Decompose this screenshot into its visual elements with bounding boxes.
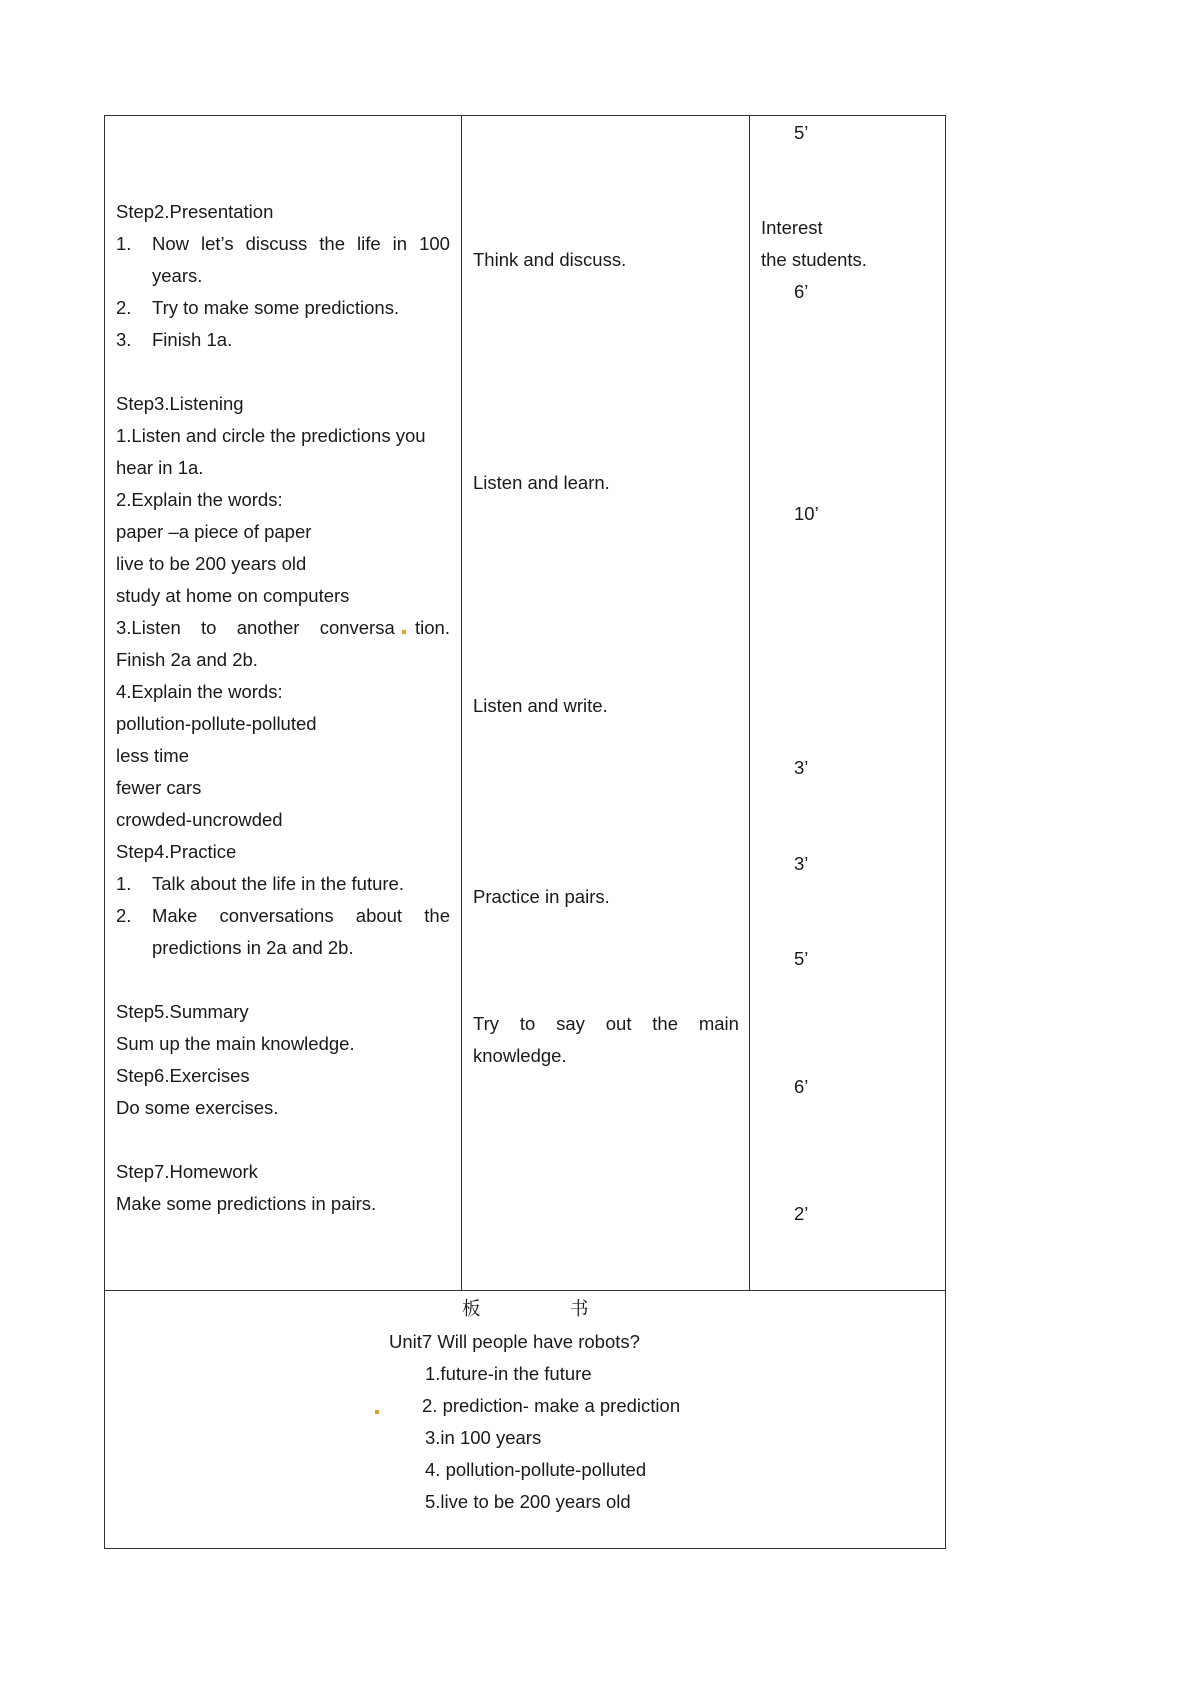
step4-title: Step4.Practice bbox=[116, 841, 237, 862]
activity-think: Think and discuss. bbox=[473, 249, 627, 270]
activity-summary-cont: knowledge. bbox=[473, 1045, 567, 1066]
step4-item-2-word: Make bbox=[152, 905, 198, 926]
step3-word: conversa bbox=[319, 617, 395, 638]
step4-item-2-cont: predictions in 2a and 2b. bbox=[152, 937, 354, 958]
step3-word: to bbox=[201, 617, 217, 638]
step3-line: 4.Explain the words: bbox=[116, 681, 283, 702]
board-title: Unit7 Will people have robots? bbox=[389, 1331, 640, 1352]
step3-word: 3.Listen bbox=[116, 617, 181, 638]
activity-summary bbox=[473, 1015, 739, 1034]
time-label: 3’ bbox=[794, 853, 809, 874]
activity-summary-word: out bbox=[605, 1013, 632, 1034]
step2-item-2-number: 2. bbox=[116, 297, 132, 318]
activity-summary-word: to bbox=[519, 1013, 536, 1034]
step2-item-1-word: discuss bbox=[245, 233, 308, 254]
step3-line: crowded-uncrowded bbox=[116, 809, 283, 830]
step4-item-2 bbox=[116, 907, 450, 926]
step2-item-1-word: 100 bbox=[419, 233, 450, 254]
step4-item-2-word: about bbox=[355, 905, 403, 926]
step3-line: live to be 200 years old bbox=[116, 553, 307, 574]
scan-speck bbox=[375, 1410, 379, 1414]
step3-line: less time bbox=[116, 745, 189, 766]
step2-title: Step2.Presentation bbox=[116, 201, 274, 222]
activity-listen-write: Listen and write. bbox=[473, 695, 608, 716]
time-label: 3’ bbox=[794, 757, 809, 778]
step6-text: Do some exercises. bbox=[116, 1097, 279, 1118]
step2-item-2-text: Try to make some predictions. bbox=[152, 297, 400, 318]
step2-item-1-cont: years. bbox=[152, 265, 203, 286]
step3-line: 2.Explain the words: bbox=[116, 489, 283, 510]
step4-item-1-number: 1. bbox=[116, 873, 132, 894]
step2-item-1-word: life bbox=[357, 233, 381, 254]
board-item: 2. prediction- make a prediction bbox=[422, 1395, 681, 1416]
step3-line: hear in 1a. bbox=[116, 457, 204, 478]
step6-title: Step6.Exercises bbox=[116, 1065, 250, 1086]
activity-summary-word: Try bbox=[473, 1013, 500, 1034]
step4-item-1 bbox=[116, 875, 404, 894]
step2-item-2 bbox=[116, 299, 399, 318]
board-item: 4. pollution-pollute-polluted bbox=[425, 1459, 647, 1480]
step3-word: another bbox=[236, 617, 300, 638]
board-heading-left: 板 bbox=[462, 1299, 481, 1320]
board-divider bbox=[104, 1290, 946, 1291]
step3-line: 1.Listen and circle the predictions you bbox=[116, 425, 426, 446]
step2-item-3 bbox=[116, 331, 232, 350]
time-label: 2’ bbox=[794, 1203, 809, 1224]
scan-speck bbox=[402, 630, 406, 634]
purpose-text: the students. bbox=[761, 249, 867, 270]
step4-item-2-word: conversations bbox=[219, 905, 334, 926]
step3-title: Step3.Listening bbox=[116, 393, 244, 414]
step5-text: Sum up the main knowledge. bbox=[116, 1033, 355, 1054]
step5-title: Step5.Summary bbox=[116, 1001, 249, 1022]
board-item: 3.in 100 years bbox=[425, 1427, 542, 1448]
step4-item-2-number: 2. bbox=[116, 905, 132, 926]
step3-word: tion. bbox=[415, 617, 450, 638]
time-label: 5’ bbox=[794, 122, 809, 143]
step2-item-1-word: let’s bbox=[201, 233, 234, 254]
board-item: 1.future-in the future bbox=[425, 1363, 592, 1384]
time-label: 5’ bbox=[794, 948, 809, 969]
step3-line: study at home on computers bbox=[116, 585, 350, 606]
step2-item-1-number: 1. bbox=[116, 233, 132, 254]
step2-item-1-word: the bbox=[319, 233, 346, 254]
step2-item-3-number: 3. bbox=[116, 329, 132, 350]
activity-summary-word: the bbox=[652, 1013, 679, 1034]
column-divider-1 bbox=[461, 115, 462, 1290]
board-item: 5.live to be 200 years old bbox=[425, 1491, 631, 1512]
step2-item-1-word: in bbox=[392, 233, 408, 254]
step7-text: Make some predictions in pairs. bbox=[116, 1193, 377, 1214]
activity-practice: Practice in pairs. bbox=[473, 886, 610, 907]
step2-item-1-word: Now bbox=[152, 233, 190, 254]
column-divider-2 bbox=[749, 115, 750, 1290]
step3-line: pollution-pollute-polluted bbox=[116, 713, 317, 734]
step3-line: Finish 2a and 2b. bbox=[116, 649, 258, 670]
step3-line: fewer cars bbox=[116, 777, 202, 798]
purpose-text: Interest bbox=[761, 217, 823, 238]
step4-item-1-text: Talk about the life in the future. bbox=[152, 873, 404, 894]
step4-item-2-word: the bbox=[424, 905, 450, 926]
activity-summary-word: main bbox=[698, 1013, 739, 1034]
time-label: 10’ bbox=[794, 503, 819, 524]
activity-summary-word: say bbox=[556, 1013, 585, 1034]
board-heading-right: 书 bbox=[570, 1299, 589, 1320]
time-label: 6’ bbox=[794, 1076, 809, 1097]
step2-item-3-text: Finish 1a. bbox=[152, 329, 233, 350]
step7-title: Step7.Homework bbox=[116, 1161, 258, 1182]
time-label: 6’ bbox=[794, 281, 809, 302]
step3-line: paper –a piece of paper bbox=[116, 521, 312, 542]
step3-justified-line bbox=[116, 619, 450, 638]
step2-item-1 bbox=[116, 235, 450, 254]
activity-listen-learn: Listen and learn. bbox=[473, 472, 610, 493]
